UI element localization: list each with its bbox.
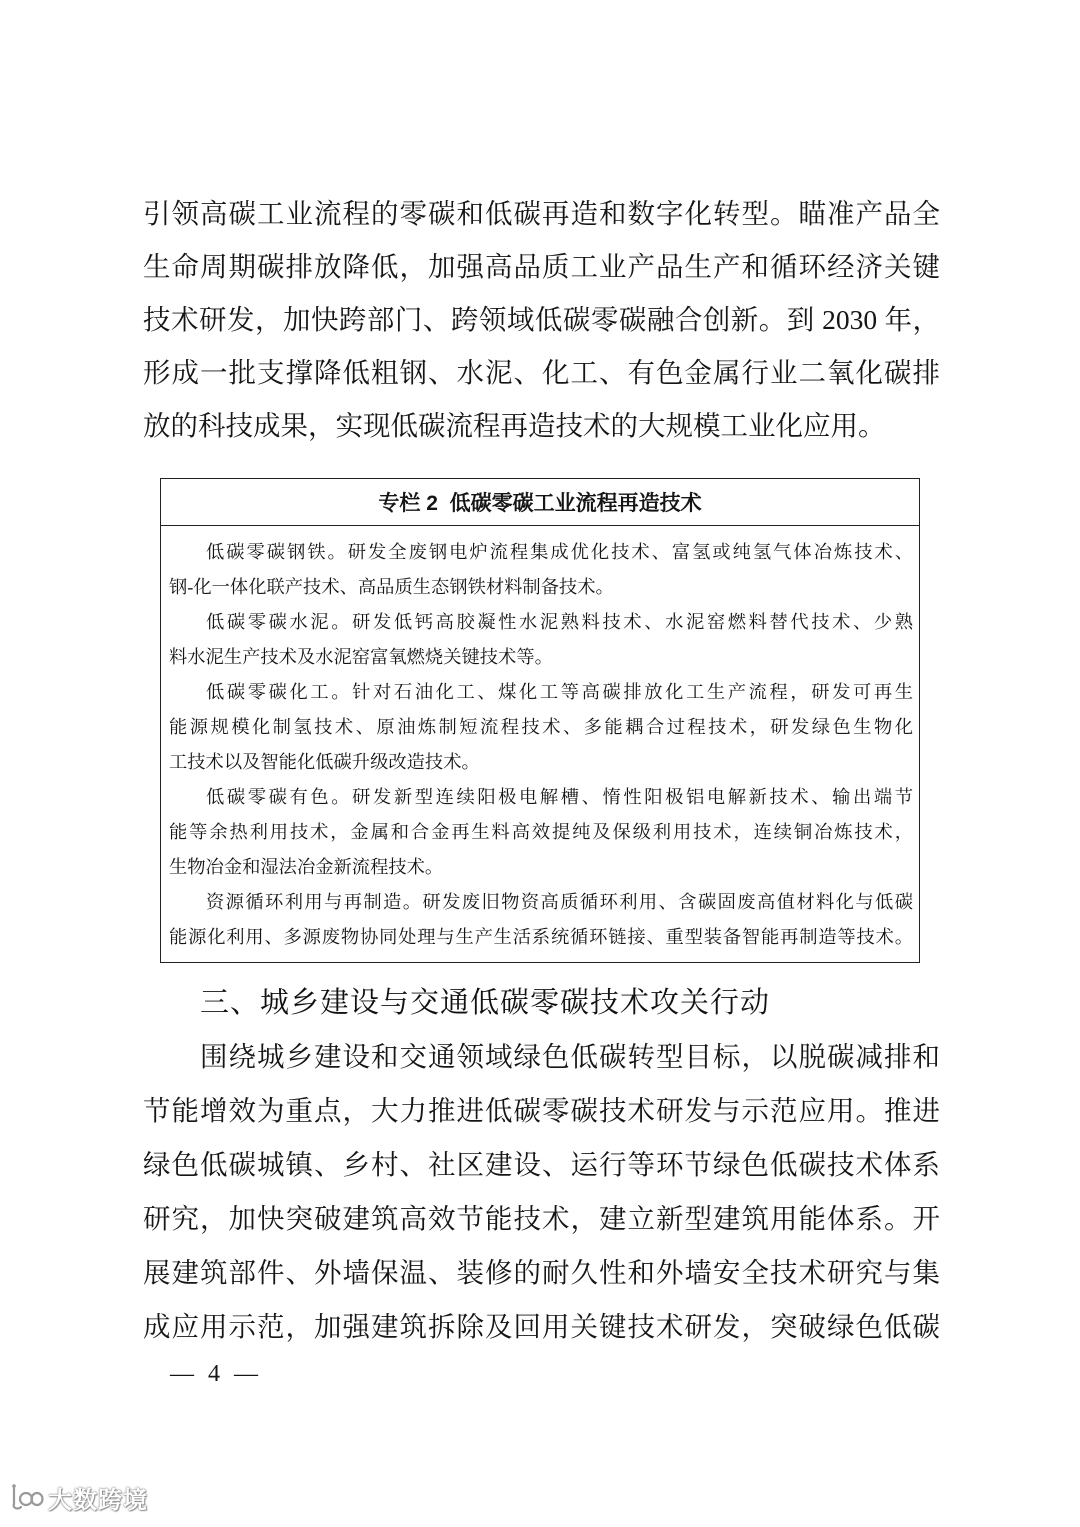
column-box [160,478,920,963]
intro-line: 技术研发，加快跨部门、跨领域低碳零碳融合创新。到 2030 年， [143,304,940,335]
watermark-text: 大数跨境 [48,1486,148,1514]
column-line: 钢-化一体化联产技术、高品质生态钢铁材料制备技术。 [169,577,614,597]
column-line: 能等余热利用技术，金属和合金再生料高效提纯及保级利用技术，连续铜冶炼技术， [169,822,913,842]
column-line: 料水泥生产技术及水泥窑富氧燃烧关键技术等。 [169,647,553,667]
section-paragraph [143,1030,940,1354]
column-line: 能源规模化制氢技术、原油炼制短流程技术、多能耦合过程技术，研发绿色生物化 [169,717,913,737]
section-line: 研究，加快突破建筑高效节能技术，建立新型建筑用能体系。开 [143,1203,940,1234]
column-line: 生物冶金和湿法冶金新流程技术。 [169,857,444,877]
column-line: 资源循环利用与再制造。研发废旧物资高质循环利用、含碳固废高值材料化与低碳 [206,892,913,912]
intro-line: 生命周期碳排放降低，加强高品质工业产品生产和循环经济关键 [143,251,940,282]
column-box-title: 专栏 2 低碳零碳工业流程再造技术 [161,479,919,526]
column-line: 工技术以及智能化低碳升级改造技术。 [169,752,480,772]
column-line: 低碳零碳水泥。研发低钙高胶凝性水泥熟料技术、水泥窑燃料替代技术、少熟 [206,612,913,632]
column-line: 能源化利用、多源废物协同处理与生产生活系统循环链接、重型装备智能再制造等技术。 [169,927,913,947]
section-line: 绿色低碳城镇、乡村、社区建设、运行等环节绿色低碳技术体系 [143,1149,940,1180]
column-line: 低碳零碳钢铁。研发全废钢电炉流程集成优化技术、富氢或纯氢气体冶炼技术、 [206,542,913,562]
section-line: 成应用示范，加强建筑拆除及回用关键技术研发，突破绿色低碳 [143,1311,940,1342]
intro-paragraph [143,187,940,452]
watermark-logo-icon [8,1482,44,1512]
section-heading: 三、城乡建设与交通低碳零碳技术攻关行动 [200,987,771,1019]
column-box-body [161,526,919,955]
section-line: 围绕城乡建设和交通领域绿色低碳转型目标，以脱碳减排和 [200,1041,940,1072]
column-line: 低碳零碳有色。研发新型连续阳极电解槽、惰性阳极铝电解新技术、输出端节 [206,787,913,807]
section-line: 展建筑部件、外墙保温、装修的耐久性和外墙安全技术研究与集 [143,1257,940,1288]
intro-line: 放的科技成果，实现低碳流程再造技术的大规模工业化应用。 [143,410,886,441]
intro-line: 引领高碳工业流程的零碳和低碳再造和数字化转型。瞄准产品全 [143,198,940,229]
column-line: 低碳零碳化工。针对石油化工、煤化工等高碳排放化工生产流程，研发可再生 [206,682,913,702]
section-line: 节能增效为重点，大力推进低碳零碳技术研发与示范应用。推进 [143,1095,940,1126]
watermark [8,1480,148,1514]
intro-line: 形成一批支撑降低粗钢、水泥、化工、有色金属行业二氧化碳排 [143,357,940,388]
page-number: — 4 — [170,1361,258,1387]
